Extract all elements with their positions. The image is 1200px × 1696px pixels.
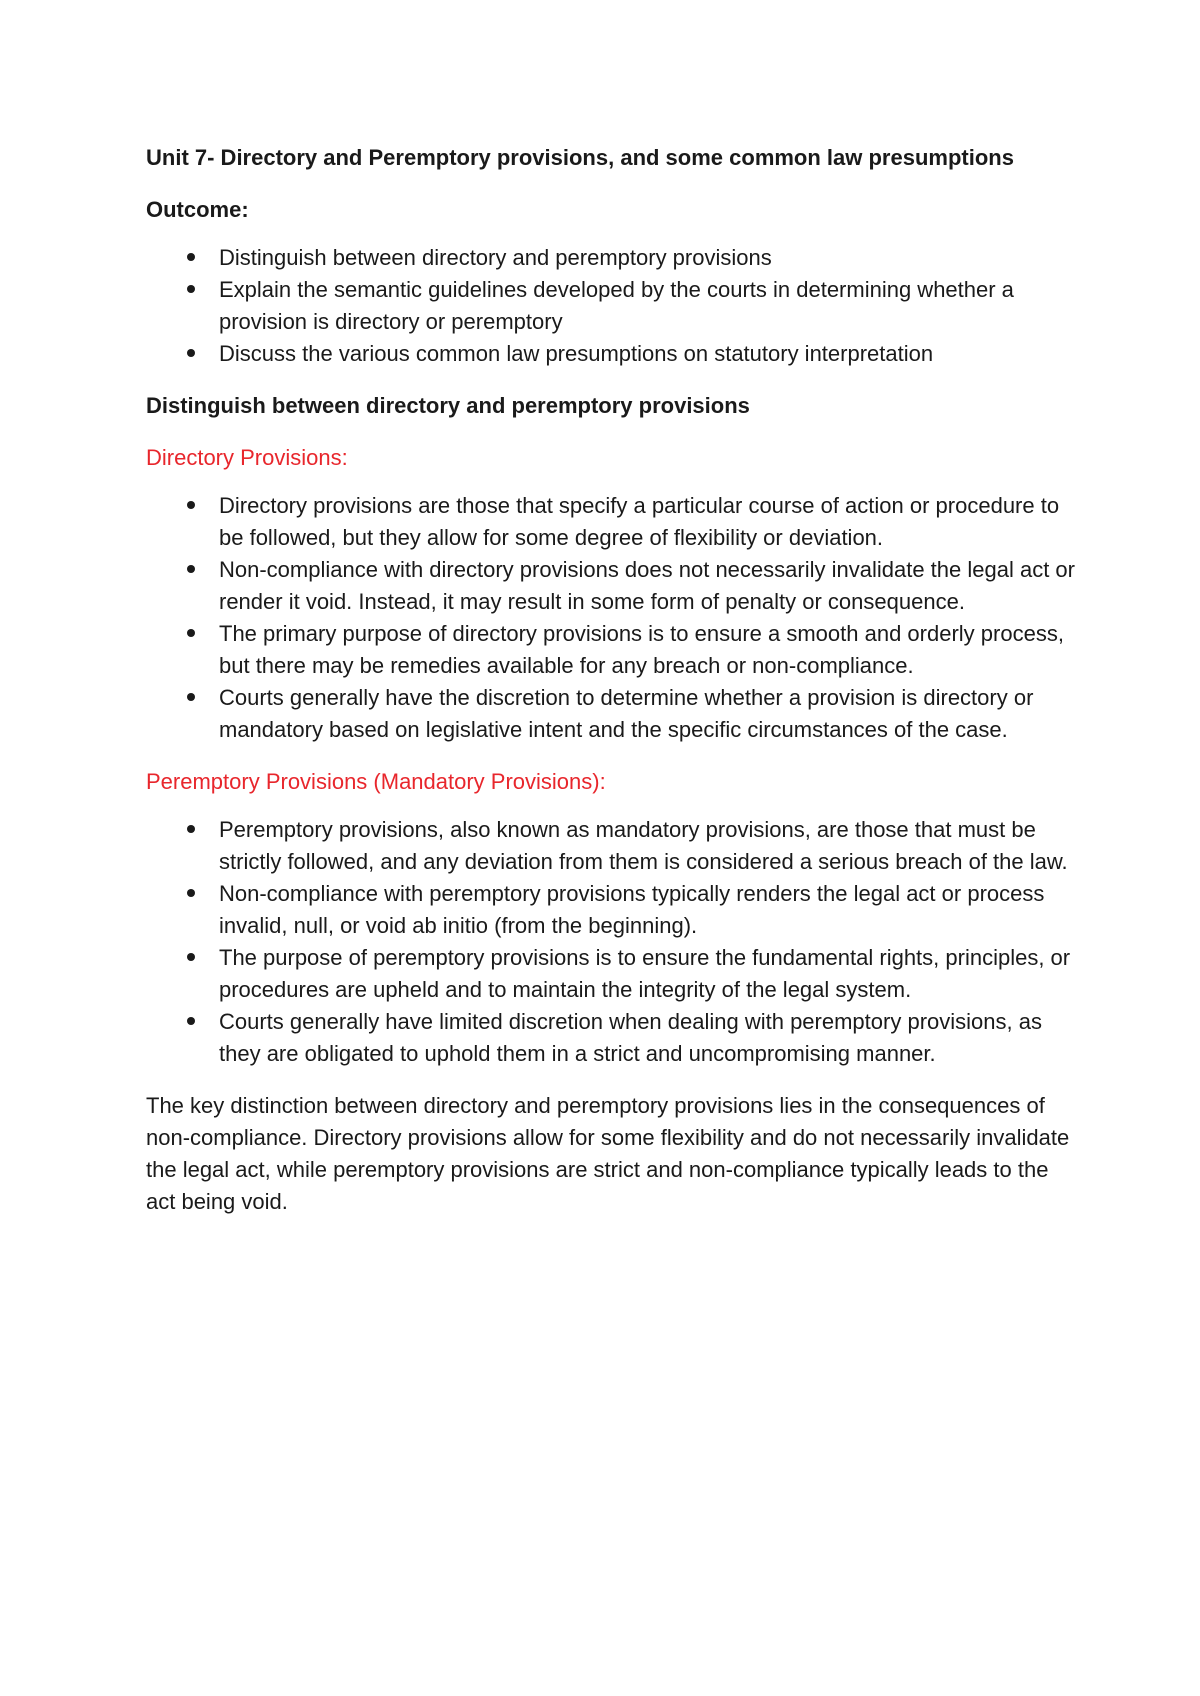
bullet-icon (187, 253, 195, 261)
directory-provisions-heading: Directory Provisions: (146, 445, 348, 470)
outcome-label: Outcome: (146, 197, 249, 222)
bullet-icon (187, 825, 195, 833)
list-item-text: Directory provisions are those that specify a particular course of action or procedure to be followed, but they allow for some degree of flexibility or deviation. (219, 493, 1060, 550)
bullet-icon (187, 629, 195, 637)
bullet-icon (187, 1017, 195, 1025)
list-item (146, 338, 1076, 370)
bullet-icon (187, 693, 195, 701)
conclusion-paragraph: The key distinction between directory and peremptory provisions lies in the consequences of non-compliance. Directory provisions allow for some flexibility and do not necessarily invalidate the legal act, while peremptory provisions are strict and non-compliance typically leads to the act being void. (146, 1093, 1070, 1214)
section-heading: Distinguish between directory and peremptory provisions (146, 393, 750, 418)
document-title: Unit 7- Directory and Peremptory provisions, and some common law presumptions (146, 145, 1014, 170)
list-item (146, 942, 1076, 1006)
list-item-text: Non-compliance with peremptory provisions typically renders the legal act or process invalid, null, or void ab initio (from the beginning). (219, 881, 1045, 938)
list-item-text: Non-compliance with directory provisions does not necessarily invalidate the legal act or render it void. Instead, it may result in some form of penalty or consequence. (219, 557, 1075, 614)
list-item-text: Courts generally have limited discretion when dealing with peremptory provisions, as they are obligated to uphold them in a strict and uncompromising manner. (219, 1009, 1042, 1066)
list-item (146, 490, 1076, 554)
peremptory-provisions-list (146, 814, 1076, 1070)
list-item-text: The primary purpose of directory provisions is to ensure a smooth and orderly process, but there may be remedies available for any breach or non-compliance. (219, 621, 1064, 678)
list-item-text: The purpose of peremptory provisions is to ensure the fundamental rights, principles, or procedures are upheld and to maintain the integrity of the legal system. (219, 945, 1071, 1002)
list-item (146, 682, 1076, 746)
list-item (146, 242, 1076, 274)
bullet-icon (187, 953, 195, 961)
directory-provisions-list (146, 490, 1076, 746)
peremptory-provisions-heading: Peremptory Provisions (Mandatory Provisions): (146, 769, 606, 794)
bullet-icon (187, 889, 195, 897)
bullet-icon (187, 349, 195, 357)
bullet-icon (187, 285, 195, 293)
list-item (146, 814, 1076, 878)
list-item (146, 878, 1076, 942)
list-item (146, 1006, 1076, 1070)
list-item (146, 618, 1076, 682)
bullet-icon (187, 501, 195, 509)
outcome-list (146, 242, 1076, 370)
document-page (146, 142, 1076, 1218)
list-item-text: Explain the semantic guidelines developed by the courts in determining whether a provision is directory or peremptory (219, 277, 1014, 334)
list-item-text: Courts generally have the discretion to determine whether a provision is directory or mandatory based on legislative intent and the specific circumstances of the case. (219, 685, 1034, 742)
list-item-text: Discuss the various common law presumptions on statutory interpretation (219, 341, 934, 366)
list-item-text: Peremptory provisions, also known as mandatory provisions, are those that must be strictly followed, and any deviation from them is considered a serious breach of the law. (219, 817, 1068, 874)
list-item-text: Distinguish between directory and peremptory provisions (219, 245, 772, 270)
list-item (146, 554, 1076, 618)
bullet-icon (187, 565, 195, 573)
list-item (146, 274, 1076, 338)
